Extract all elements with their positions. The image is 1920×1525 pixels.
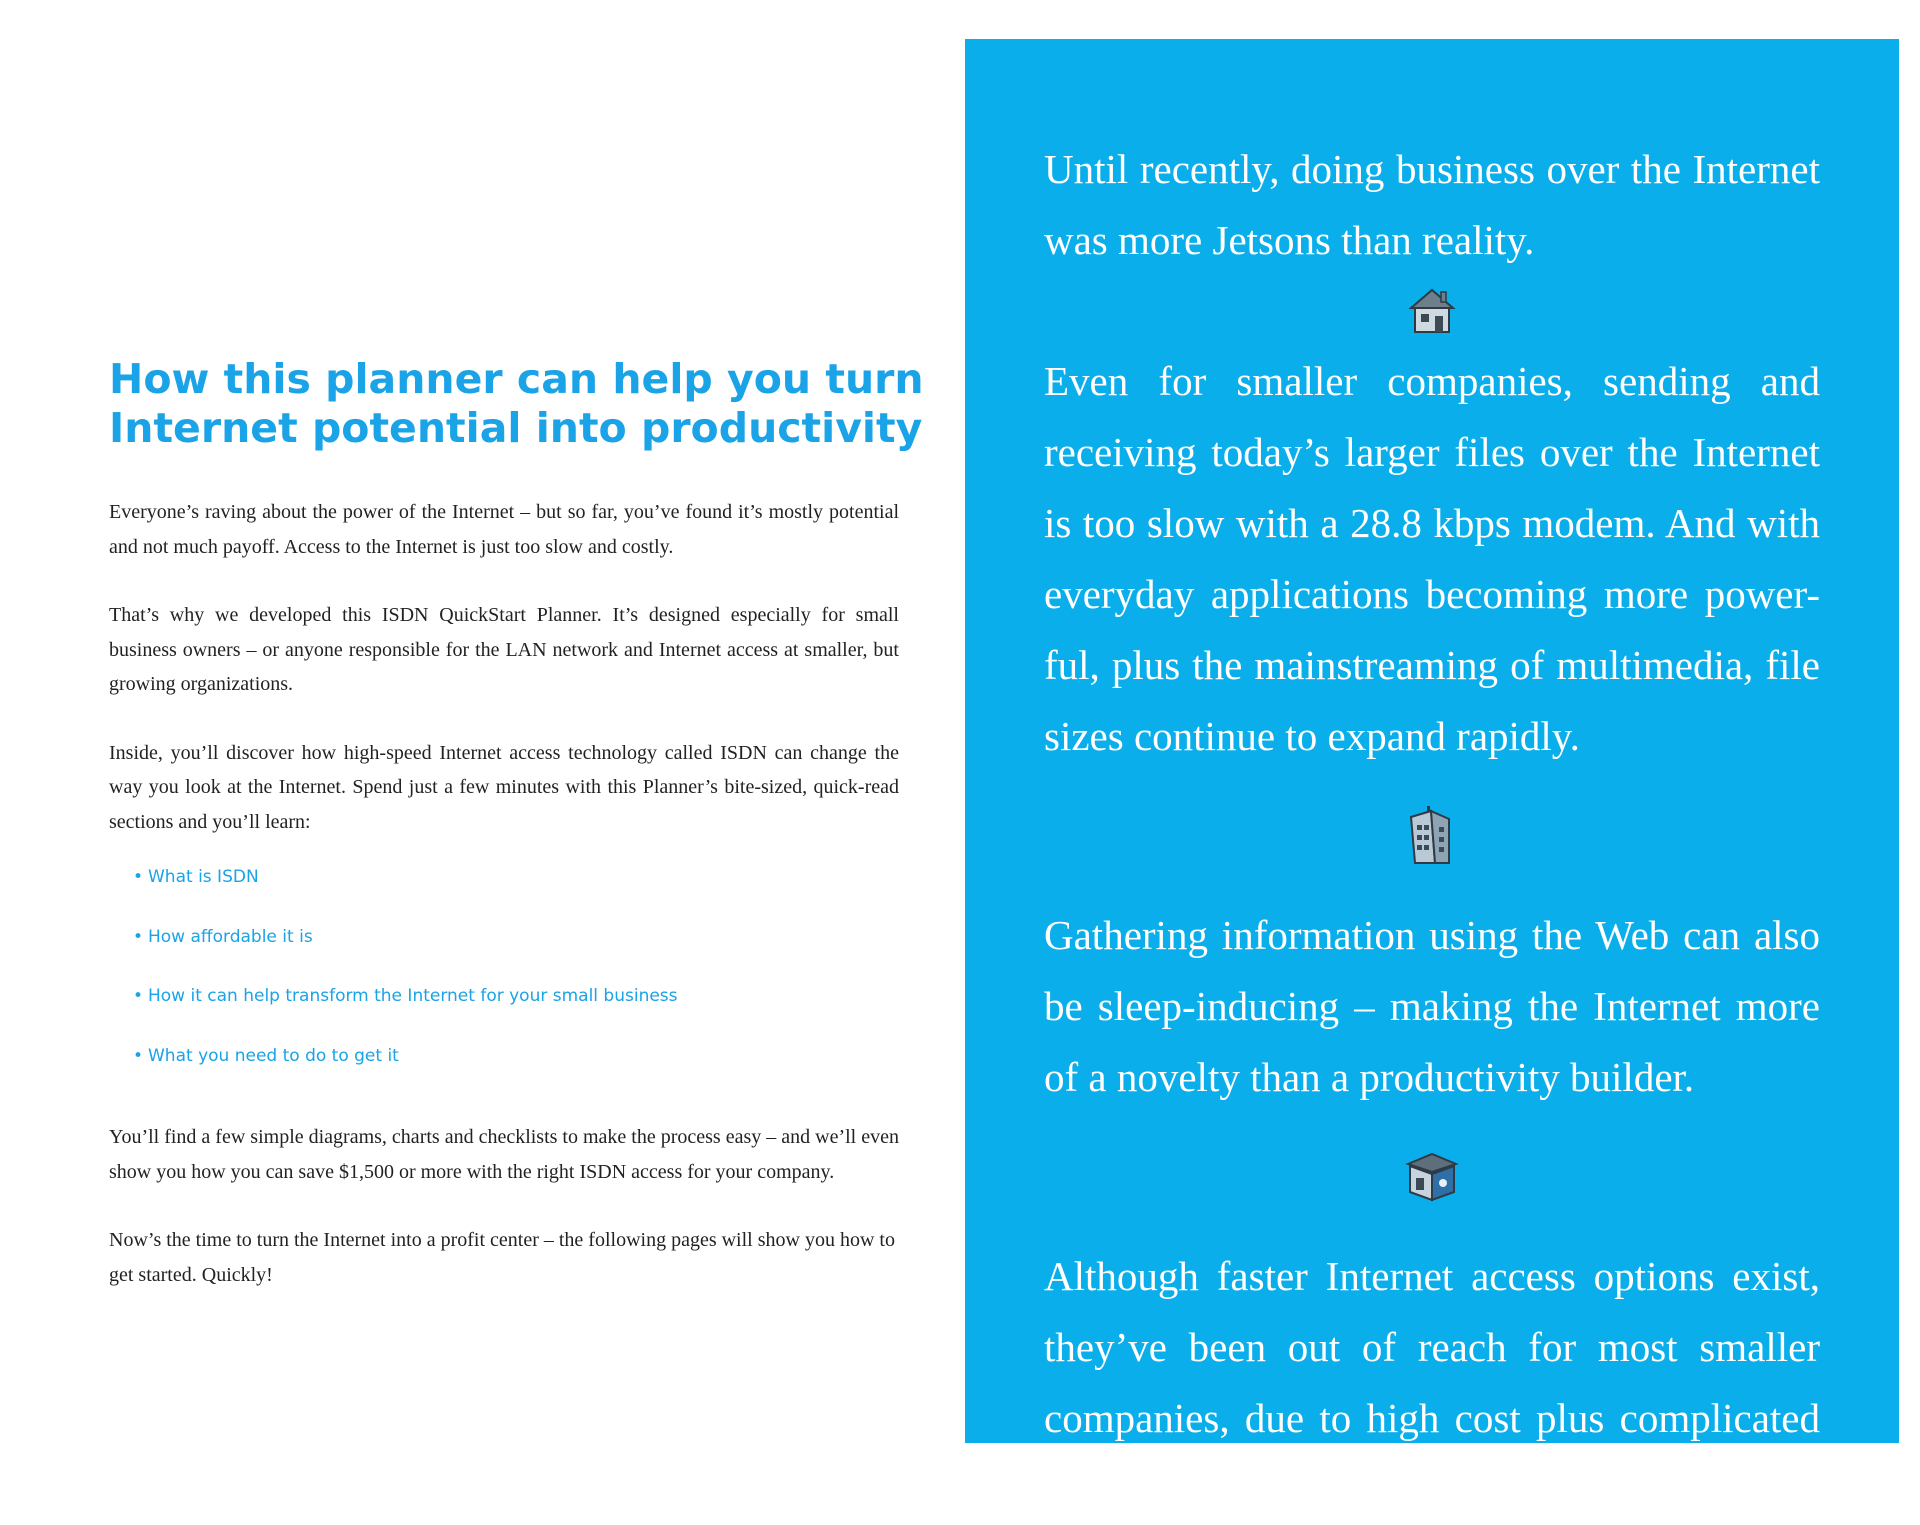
inside-paragraph: Inside, you’ll discover how high-speed Internet access technology called ISDN can change the way you look at the Internet. Spend just a few minutes with this Planner’s bite-sized, quick-read sections and you’ll learn: <box>109 741 899 833</box>
list-item <box>133 848 899 908</box>
blue-panel <box>965 39 1899 1512</box>
list-item-label: What you need to do to get it <box>148 1045 399 1066</box>
house-icon <box>1405 286 1459 336</box>
page-heading <box>109 355 924 453</box>
office-building-icon <box>1403 805 1461 867</box>
intro-paragraph: Everyone’s raving about the power of the Internet – but so far, you’ve found it’s mostly potential and not much payoff. Access to the Internet is just too slow and costly. <box>109 501 899 558</box>
bullet-icon: • <box>133 1045 144 1066</box>
list-item <box>133 1027 899 1087</box>
list-item-label: How it can help transform the Internet for your small business <box>148 986 678 1006</box>
heading-line-1: How this planner can help you turn <box>109 355 924 403</box>
house-divider <box>1044 276 1820 346</box>
heading-line-2: Internet potential into productivity <box>109 404 923 452</box>
panel-paragraph-web: Gathering information using the Web can also be sleep-inducing – making the Internet more of a novelty than a productivity builder. <box>1044 912 1820 1100</box>
storefront-icon <box>1404 1150 1460 1204</box>
storefront-divider <box>1044 1113 1820 1241</box>
list-item <box>133 908 899 968</box>
bullet-icon: • <box>133 867 144 887</box>
panel-content <box>1044 134 1820 1525</box>
closing-paragraph: Now’s the time to turn the Internet into a profit center – the following pages will show you how to get started. Quickly! <box>109 1229 895 1286</box>
list-item-label: What is ISDN <box>148 867 259 887</box>
left-column <box>109 355 924 1326</box>
list-item-label: How affordable it is <box>148 926 313 947</box>
bullet-icon: • <box>133 926 144 947</box>
planner-purpose-paragraph: That’s why we developed this ISDN QuickStart Planner. It’s designed especially for small business owners – or anyone responsible for the LAN network and Internet access at smaller, but growing organizations. <box>109 604 899 695</box>
panel-paragraph-files: Even for smaller companies, sending and receiving today’s larger files over the Internet is too slow with a 28.8 kbps modem. And with everyday applications becoming more power-ful, plus the mainstreaming of multimedia, file sizes continue to expand rapidly. <box>1044 358 1820 759</box>
building-divider <box>1044 772 1820 900</box>
diagrams-paragraph: You’ll find a few simple diagrams, charts and checklists to make the process easy – and we’ll even show you how you can save $1,500 or more with the right ISDN access for your company. <box>109 1126 899 1183</box>
bullet-icon: • <box>133 986 144 1006</box>
panel-paragraph-jetsons: Until recently, doing business over the Internet was more Jetsons than reality. <box>1044 146 1820 263</box>
panel-paragraph-options: Although faster Internet access options exist, they’ve been out of reach for most smaller companies, due to high cost plus complicated setup and maintenance. <box>1044 1253 1820 1512</box>
learn-list <box>109 848 899 1086</box>
list-item <box>133 967 899 1027</box>
